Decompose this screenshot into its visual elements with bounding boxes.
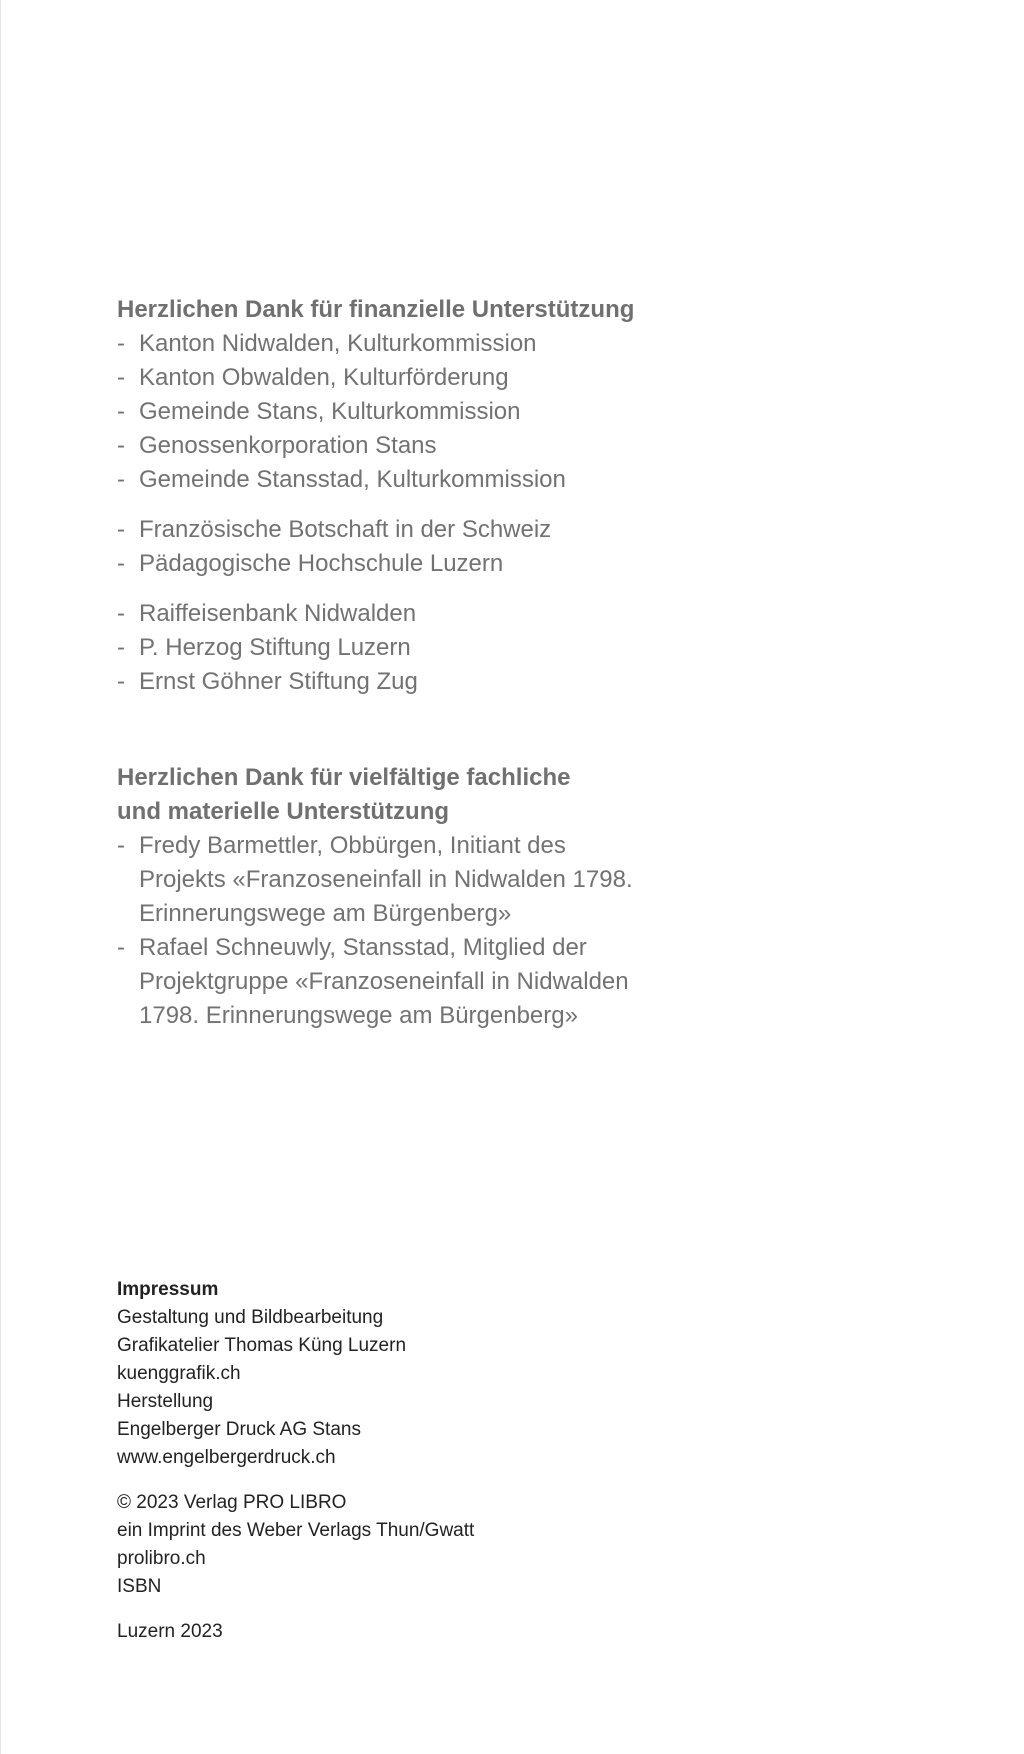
support-heading-line-1: Herzlichen Dank für vielfältige fachliche	[117, 764, 571, 791]
impressum-line: Engelberger Druck AG Stans	[117, 1419, 361, 1440]
funding-group-3	[117, 597, 917, 699]
list-item: - Gemeinde Stans, Kulturkommission	[117, 395, 917, 429]
impressum-heading: Impressum	[117, 1279, 219, 1300]
list-item: - P. Herzog Stiftung Luzern	[117, 631, 917, 665]
impressum-line: www.engelbergerdruck.ch	[117, 1447, 336, 1468]
page-edge	[0, 0, 1, 1754]
impressum	[117, 1276, 817, 1646]
list-item: - Kanton Obwalden, Kulturförderung	[117, 361, 917, 395]
item-line: Erinnerungswege am Bürgenberg»	[139, 900, 512, 927]
impressum-line: ISBN	[117, 1576, 162, 1597]
funding-group-1	[117, 327, 917, 497]
impressum-block-credits	[117, 1304, 817, 1472]
item-line: Projekts «Franzoseneinfall in Nidwalden 1798.	[139, 866, 633, 893]
list-item	[117, 829, 917, 931]
list-item: - Raiffeisenbank Nidwalden	[117, 597, 917, 631]
list-item: - Gemeinde Stansstad, Kulturkommission	[117, 463, 917, 497]
list-item: - Ernst Göhner Stiftung Zug	[117, 665, 917, 699]
list-item: - Pädagogische Hochschule Luzern	[117, 547, 917, 581]
support-list	[117, 829, 917, 1033]
funding-group-2	[117, 513, 917, 581]
impressum-line: Herstellung	[117, 1391, 214, 1412]
item-line: - Fredy Barmettler, Obbürgen, Initiant des	[139, 832, 566, 859]
list-item: - Kanton Nidwalden, Kulturkommission	[117, 327, 917, 361]
impressum-spacer	[117, 1601, 817, 1618]
impressum-line: kuenggrafik.ch	[117, 1363, 241, 1384]
impressum-line: ein Imprint des Weber Verlags Thun/Gwatt	[117, 1520, 475, 1541]
item-line: Projektgruppe «Franzoseneinfall in Nidwalden	[139, 968, 629, 995]
list-item	[117, 931, 917, 1033]
support-section	[117, 761, 917, 1033]
item-line: - Rafael Schneuwly, Stansstad, Mitglied der	[139, 934, 587, 961]
impressum-line: Luzern 2023	[117, 1621, 223, 1642]
section-spacer	[117, 699, 917, 761]
impressum-line: Grafikatelier Thomas Küng Luzern	[117, 1335, 407, 1356]
impressum-block-place	[117, 1618, 817, 1646]
group-spacer	[117, 497, 917, 513]
list-item: - Genossenkorporation Stans	[117, 429, 917, 463]
group-spacer	[117, 581, 917, 597]
list-item: - Französische Botschaft in der Schweiz	[117, 513, 917, 547]
impressum-block-publisher	[117, 1489, 817, 1601]
item-line: 1798. Erinnerungswege am Bürgenberg»	[139, 1002, 578, 1029]
impressum-line: prolibro.ch	[117, 1548, 206, 1569]
support-heading-line-2: und materielle Unterstützung	[117, 798, 450, 825]
impressum-line: © 2023 Verlag PRO LIBRO	[117, 1492, 347, 1513]
funding-heading: Herzlichen Dank für finanzielle Unterstützung	[117, 296, 635, 323]
acknowledgements	[117, 293, 917, 1033]
impressum-line: Gestaltung und Bildbearbeitung	[117, 1307, 384, 1328]
funding-section	[117, 293, 917, 699]
impressum-spacer	[117, 1472, 817, 1489]
